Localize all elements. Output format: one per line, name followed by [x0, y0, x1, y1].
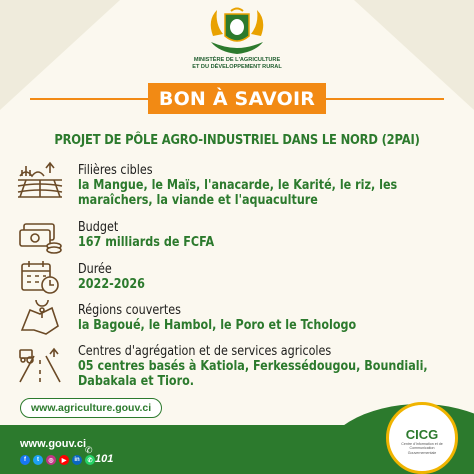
- project-title: PROJET DE PÔLE AGRO-INDUSTRIEL DANS LE NORD (2PAI): [54, 133, 420, 148]
- calendar-clock-icon: [16, 258, 64, 296]
- coat-of-arms-icon: [205, 6, 269, 56]
- twitter-icon[interactable]: t: [33, 455, 43, 465]
- section-regions: [78, 303, 468, 333]
- hotline-number: 101: [95, 453, 114, 465]
- section-value: maraîchers, la viande et l'aquaculture: [78, 193, 318, 208]
- banner-title: BON À SAVOIR: [148, 83, 326, 114]
- social-links: [20, 455, 95, 465]
- youtube-icon[interactable]: ▶: [59, 455, 69, 465]
- cicg-name: CICG: [405, 427, 439, 443]
- section-value: la Mangue, le Maïs, l'anacarde, le Karité, le riz, les: [78, 178, 398, 193]
- farm-field-icon: [16, 160, 64, 198]
- money-icon: [16, 218, 64, 256]
- section-value: 05 centres basés à Katiola, Ferkessédougou, Boundiali,: [78, 359, 428, 374]
- ministry-name: MINISTÈRE DE L'AGRICULTURE ET DU DÉVELOPPEMENT RURAL: [192, 57, 282, 70]
- gouv-link[interactable]: www.gouv.ci: [20, 438, 87, 450]
- section-value: Dabakala et Tioro.: [78, 374, 195, 389]
- section-budget: [78, 220, 468, 250]
- linkedin-icon[interactable]: in: [72, 455, 82, 465]
- section-duree: [78, 262, 468, 292]
- decor-right: [354, 0, 474, 110]
- section-filieres: [78, 163, 468, 208]
- section-value: la Bagoué, le Hambol, le Poro et le Tchologo: [78, 318, 357, 333]
- section-centres: [78, 344, 468, 389]
- section-label: Centres d'agrégation et de services agricoles: [78, 344, 332, 359]
- website-link[interactable]: www.agriculture.gouv.ci: [20, 398, 162, 418]
- banner-rule-left: [30, 98, 148, 100]
- cicg-subtitle: Centre d'Information et de Communication Gouvernementale: [401, 442, 443, 455]
- section-value: 167 milliards de FCFA: [78, 235, 215, 250]
- decor-left: [0, 0, 120, 110]
- cicg-logo: [386, 402, 458, 474]
- section-label: Budget: [78, 220, 119, 235]
- instagram-icon[interactable]: ◎: [46, 455, 56, 465]
- banner-rule-right: [326, 98, 444, 100]
- whatsapp-icon[interactable]: ✆: [85, 455, 95, 465]
- section-label: Régions couvertes: [78, 303, 181, 318]
- section-value: 2022-2026: [78, 277, 145, 292]
- road-tractor-icon: [16, 346, 64, 384]
- map-pin-icon: [16, 300, 64, 338]
- facebook-icon[interactable]: f: [20, 455, 30, 465]
- phone-icon: ✆: [85, 445, 93, 455]
- section-label: Filières cibles: [78, 163, 153, 178]
- section-label: Durée: [78, 262, 112, 277]
